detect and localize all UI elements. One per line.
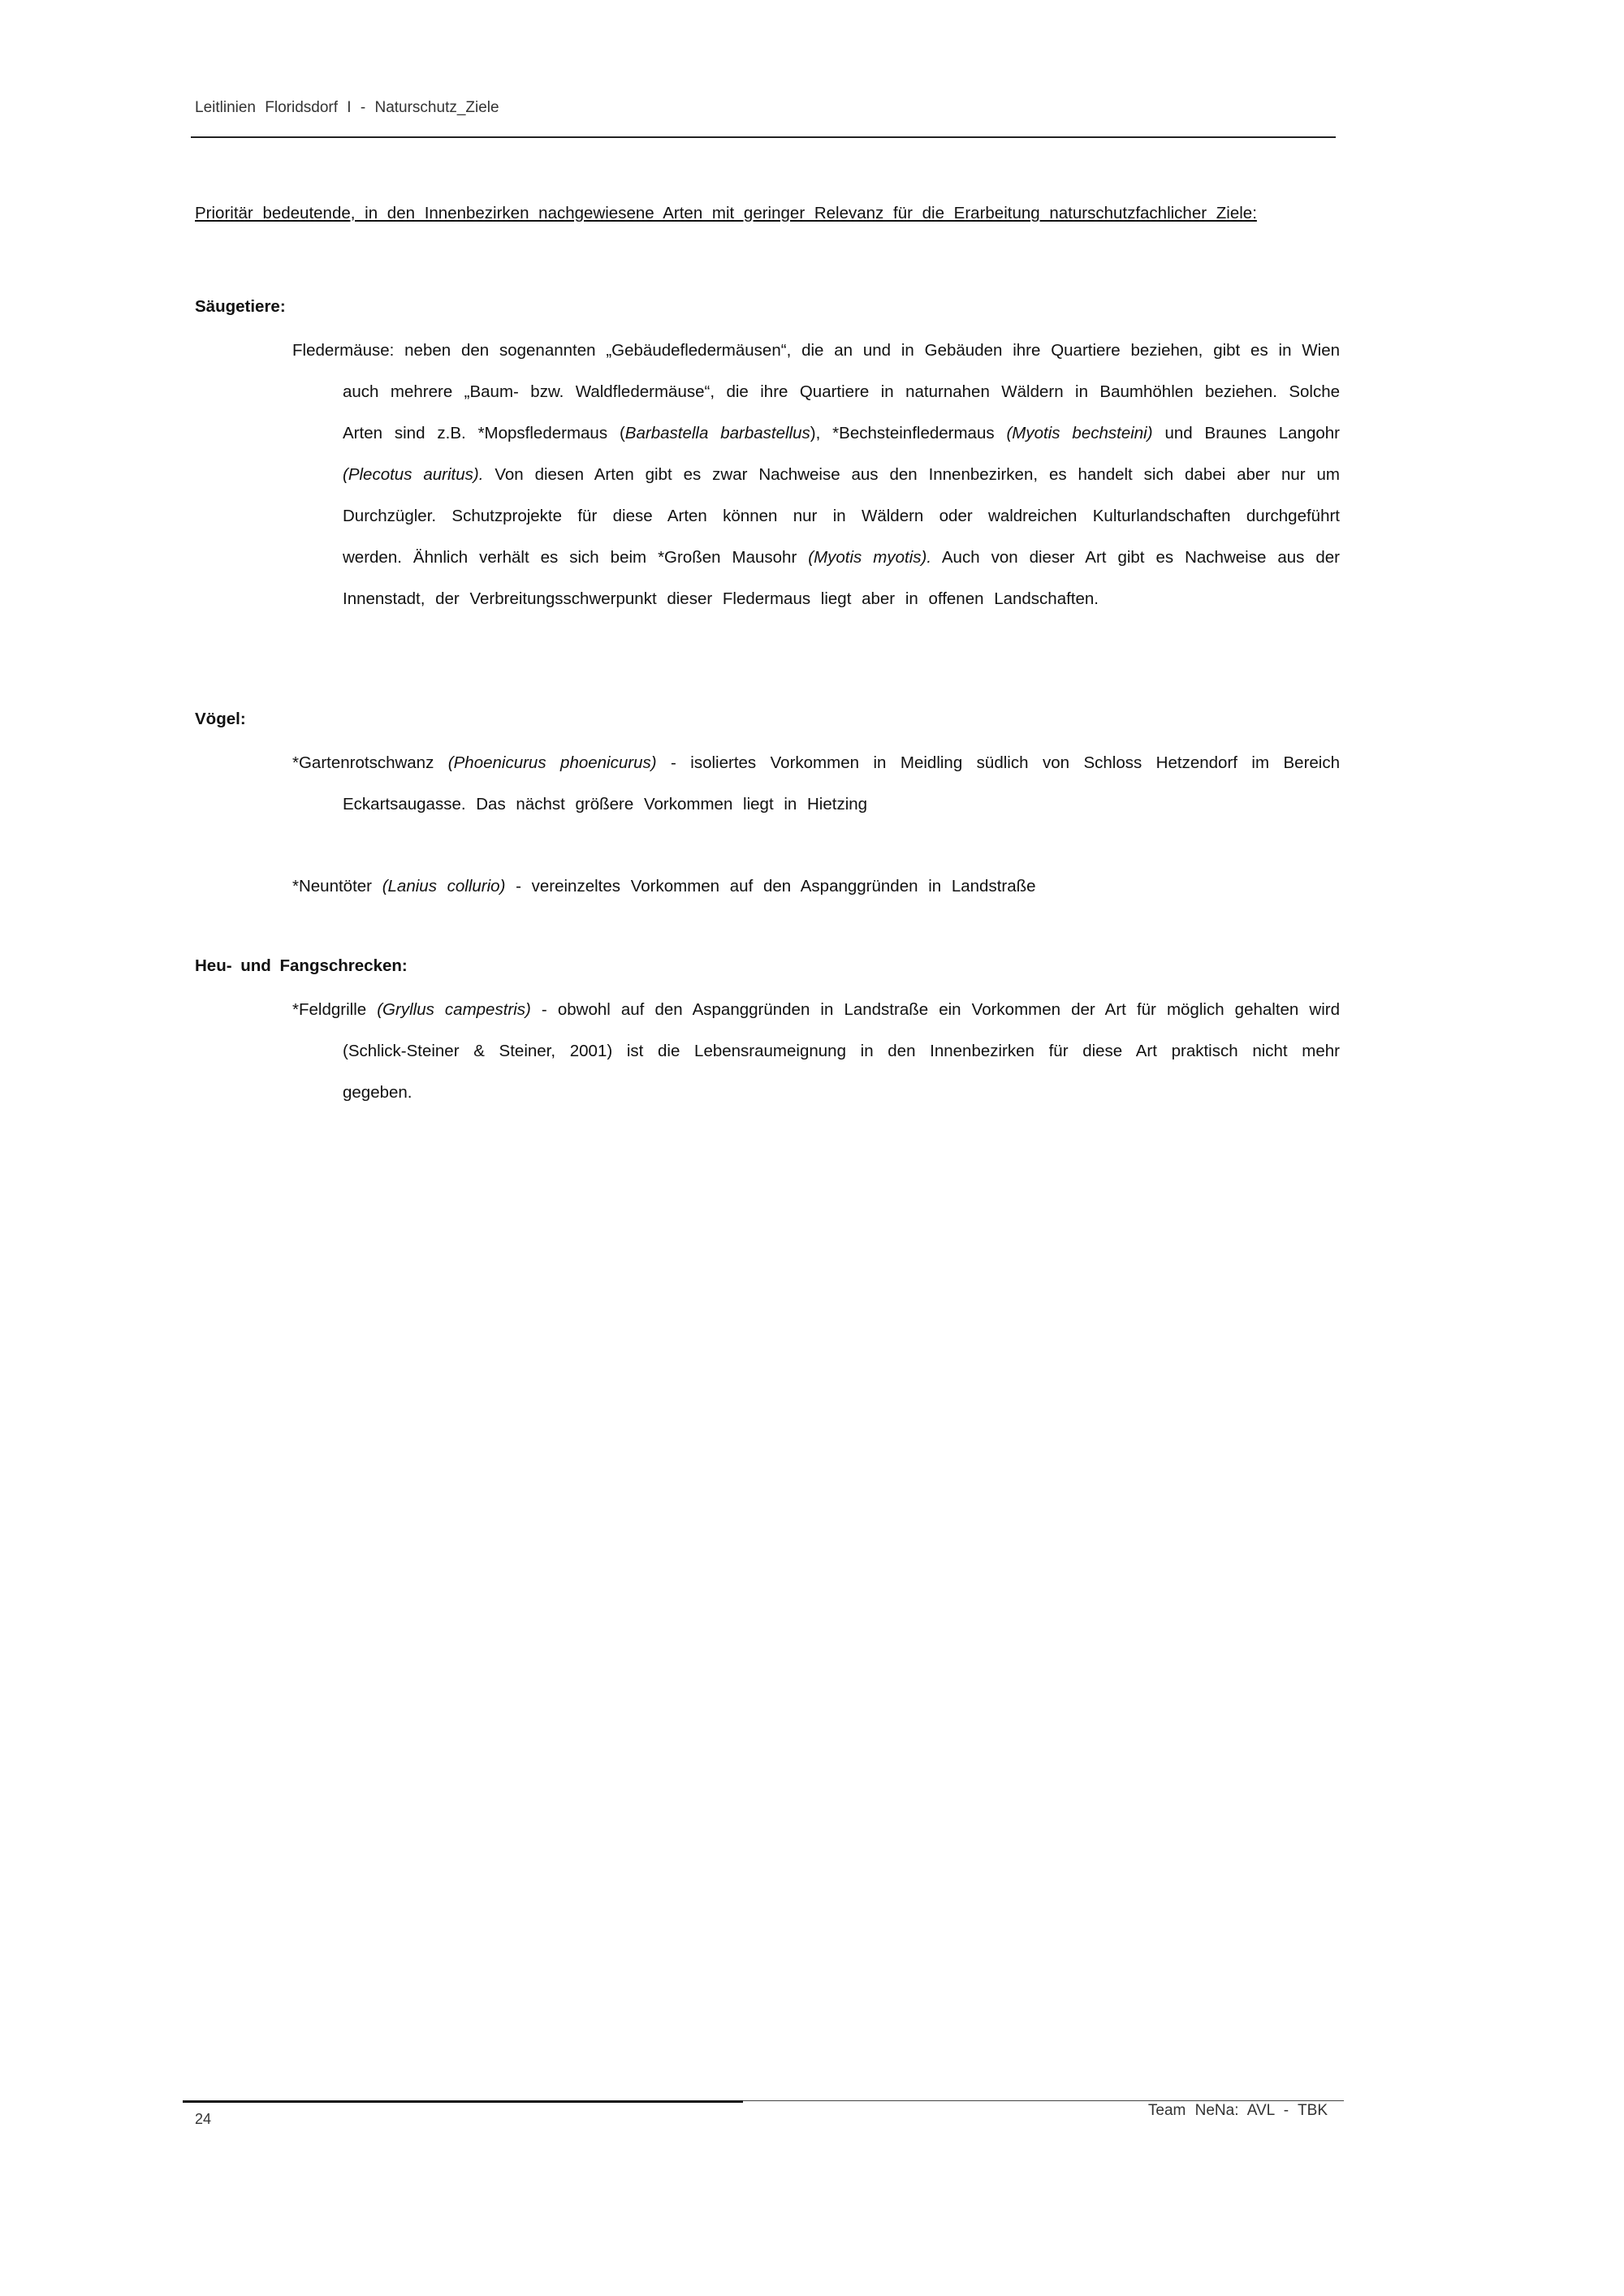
- paragraph-gartenrotschwanz: [292, 742, 1340, 825]
- section-heading-saeugetiere: Säugetiere:: [195, 297, 286, 316]
- species-name: (Phoenicurus phoenicurus): [447, 753, 657, 772]
- footer-credit: Team NeNa: AVL - TBK: [1147, 2102, 1328, 2119]
- entry-neuntoeter: [292, 865, 1340, 907]
- paragraph-feldgrille: [292, 989, 1340, 1113]
- species-name: (Myotis myotis).: [808, 548, 932, 567]
- text-run: und Braunes Langohr: [1152, 424, 1340, 442]
- paragraph-fledermaeuse: [292, 330, 1340, 619]
- header-divider: [191, 136, 1336, 138]
- text-run: - vereinzeltes Vorkommen auf den Aspanggründen in Landstraße: [505, 877, 1036, 896]
- text-run: Auch von dieser Art gibt es Nachweise aus der Innenstadt, der Verbreitungsschwerpunkt dieser Fledermaus liegt aber in offenen Landschaften.: [343, 548, 1340, 608]
- section-heading-heuschrecken: Heu- und Fangschrecken:: [195, 956, 408, 975]
- entry-feldgrille: [292, 989, 1340, 1113]
- text-run: - isoliertes Vorkommen in Meidling südlich von Schloss Hetzendorf im Bereich Eckartsaugasse. Das nächst größere Vorkommen liegt in Hietzing: [343, 753, 1341, 814]
- text-run: Fledermäuse: neben den sogenannten „Gebäudefledermäusen“, die an und in Gebäuden ihre Quartiere beziehen, gibt es in Wien auch mehrere „Baum- bzw. Waldfledermäuse“, die ihre Quartiere in naturnahen Wäldern in Baumhöhlen beziehen. Solche Arten sind z.B. *Mopsfledermaus (: [292, 341, 1340, 442]
- text-run: Von diesen Arten gibt es zwar Nachweise aus den Innenbezirken, es handelt sich dabei aber nur um Durchzügler. Schutzprojekte für diese Arten können nur in Wäldern oder waldreichen Kulturlandschaften durchgeführt werden. Ähnlich verhält es sich beim *Großen Mausohr: [343, 465, 1341, 567]
- text-run: *Feldgrille: [292, 1000, 378, 1019]
- entry-gartenrotschwanz: [292, 742, 1340, 825]
- page-number: 24: [195, 2111, 212, 2127]
- species-name: Barbastella barbastellus: [624, 424, 810, 442]
- footer-divider-accent: [183, 2100, 743, 2103]
- text-run: - obwohl auf den Aspanggründen in Landstraße ein Vorkommen der Art für möglich gehalten wird (Schlick-Steiner & Steiner, 2001) ist die Lebensraumeignung in den Innenbezirken für diese Art praktisch nicht mehr gegeben.: [343, 1000, 1340, 1102]
- species-name: (Plecotus auritus).: [343, 465, 484, 484]
- text-run: ), *Bechsteinfledermaus: [810, 424, 1007, 442]
- intro-heading: Prioritär bedeutende, in den Innenbezirken nachgewiesene Arten mit geringer Relevanz für die Erarbeitung naturschutzfachlicher Ziele:: [195, 204, 1257, 222]
- species-name: (Gryllus campestris): [377, 1000, 531, 1019]
- species-name: (Myotis bechsteini): [1006, 424, 1153, 442]
- entry-fledermaeuse: [292, 330, 1340, 619]
- paragraph-neuntoeter: [292, 865, 1340, 907]
- section-heading-voegel: Vögel:: [195, 710, 246, 728]
- text-run: *Neuntöter: [292, 877, 382, 896]
- species-name: (Lanius collurio): [382, 877, 506, 896]
- running-header: Leitlinien Floridsdorf I - Naturschutz_Ziele: [195, 99, 499, 116]
- text-run: *Gartenrotschwanz: [292, 753, 448, 772]
